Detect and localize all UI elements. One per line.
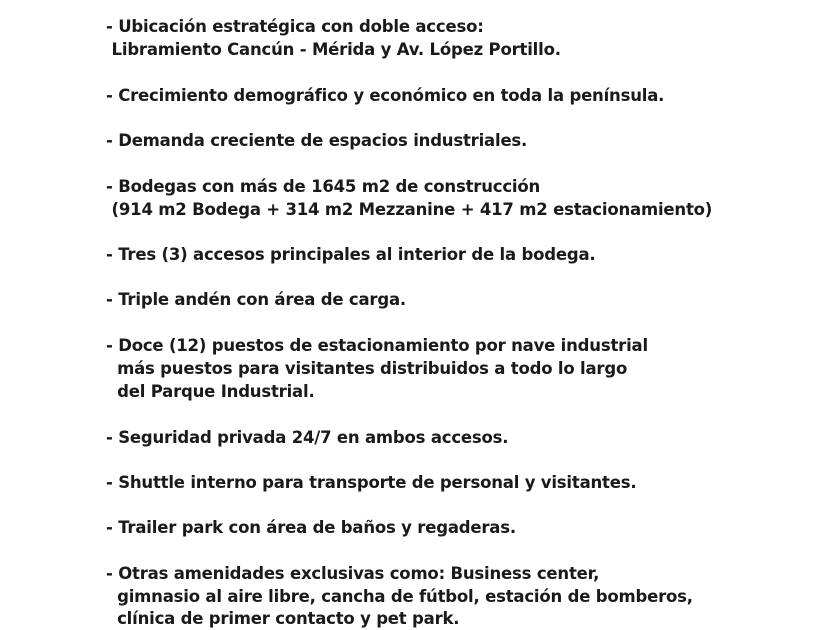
feature-item-dock: - Triple andén con área de carga.: [106, 290, 406, 309]
feature-item-warehouses-line-1: - Bodegas con más de 1645 m2 de construcción: [106, 177, 541, 196]
feature-item-location-line-2: Libramiento Cancún - Mérida y Av. López Portillo.: [106, 40, 561, 59]
feature-item-security: - Seguridad privada 24/7 en ambos accesos.: [106, 428, 509, 447]
feature-item-shuttle: - Shuttle interno para transporte de personal y visitantes.: [106, 473, 637, 492]
feature-item-growth: - Crecimiento demográfico y económico en toda la península.: [106, 86, 665, 105]
feature-item-amenities-line-3: clínica de primer contacto y pet park.: [106, 609, 460, 628]
feature-item-trailer-park: - Trailer park con área de baños y regaderas.: [106, 518, 516, 537]
feature-item-amenities-line-2: gimnasio al aire libre, cancha de fútbol, estación de bomberos,: [106, 587, 693, 606]
feature-item-parking-line-2: más puestos para visitantes distribuidos a todo lo largo: [106, 359, 628, 378]
feature-item-warehouses-line-2: (914 m2 Bodega + 314 m2 Mezzanine + 417 m2 estacionamiento): [106, 200, 713, 219]
feature-item-amenities-line-1: - Otras amenidades exclusivas como: Business center,: [106, 564, 600, 583]
feature-item-demand: - Demanda creciente de espacios industriales.: [106, 131, 528, 150]
feature-item-parking-line-1: - Doce (12) puestos de estacionamiento por nave industrial: [106, 336, 648, 355]
feature-item-accesses: - Tres (3) accesos principales al interior de la bodega.: [106, 245, 596, 264]
feature-item-parking-line-3: del Parque Industrial.: [106, 382, 315, 401]
feature-item-location-line-1: - Ubicación estratégica con doble acceso:: [106, 17, 484, 36]
